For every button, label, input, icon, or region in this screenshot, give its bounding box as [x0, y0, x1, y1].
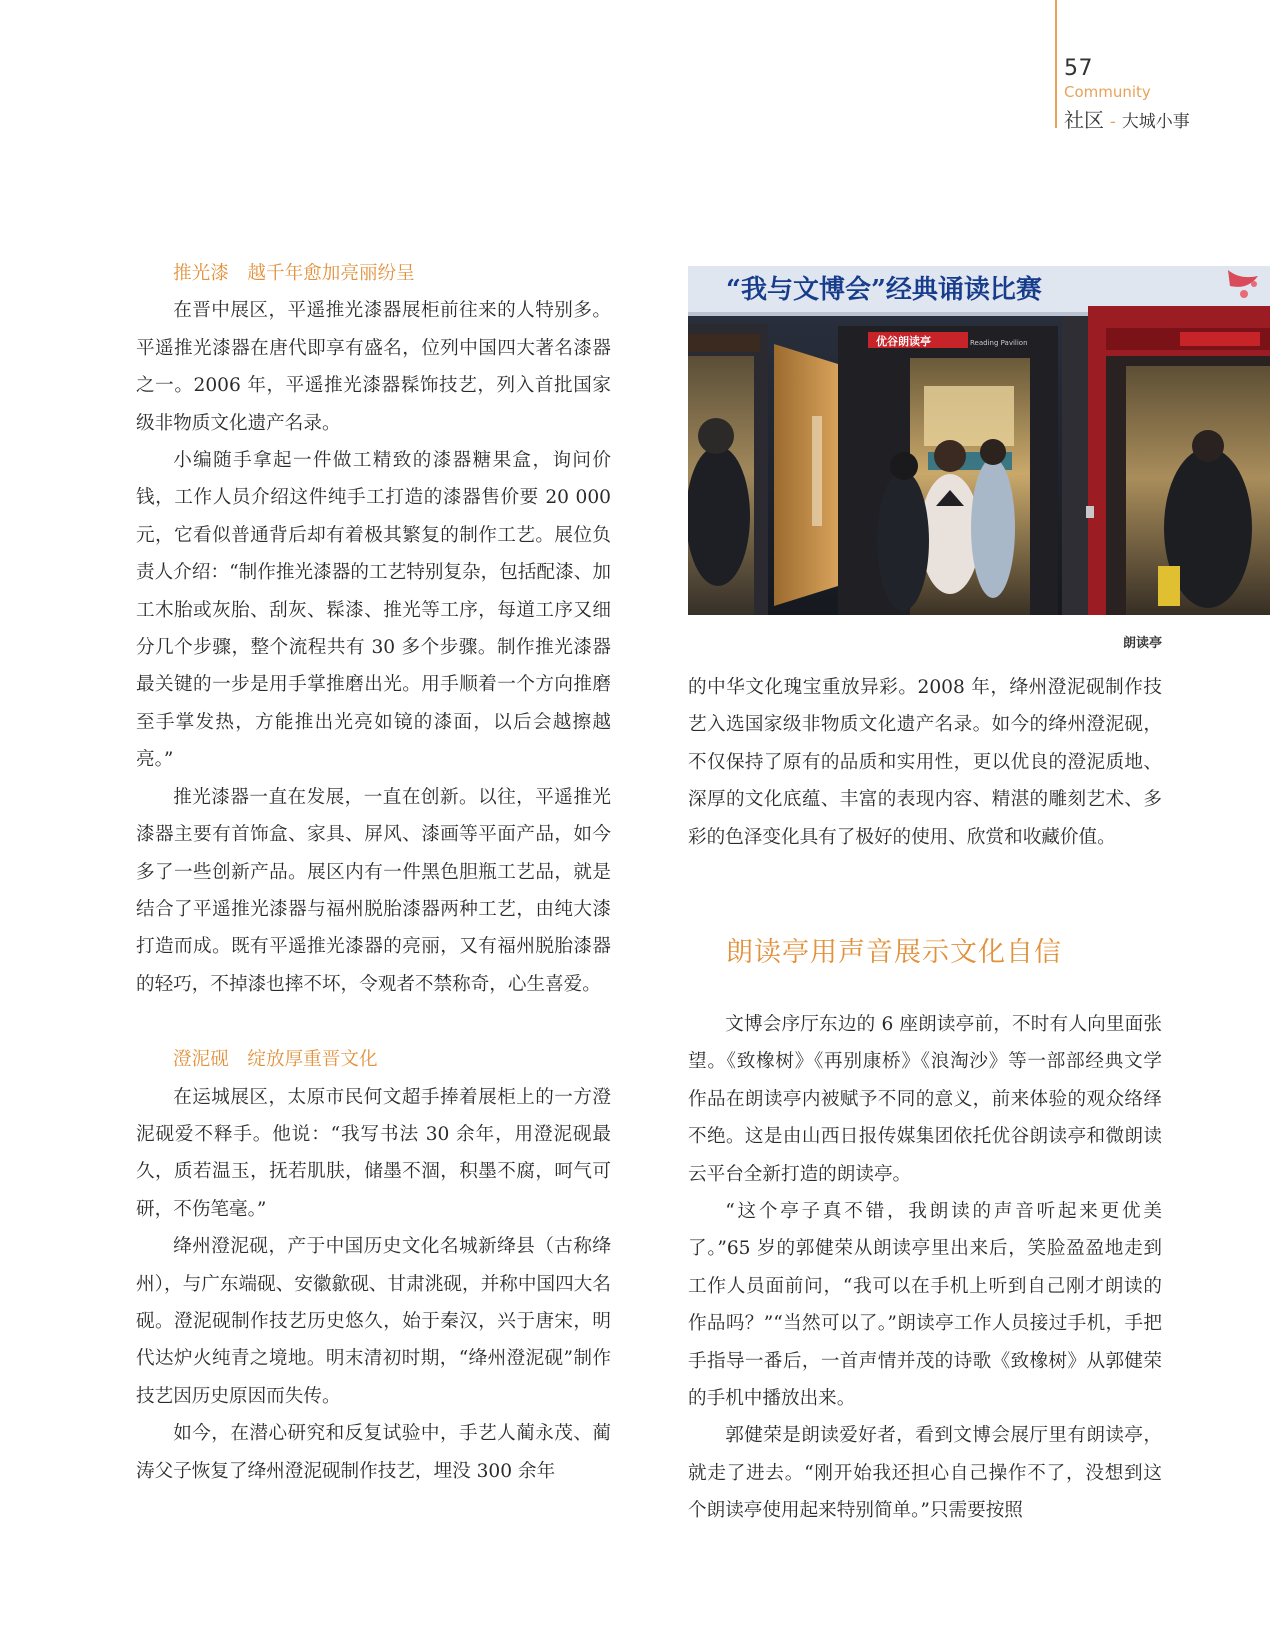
page-number: 57	[1064, 56, 1093, 81]
section-title-reading-booth: 朗读亭用声音展示文化自信	[726, 937, 1062, 968]
subsection-name: 大城小事	[1121, 112, 1190, 132]
header-rule	[1055, 0, 1057, 128]
left-column	[136, 255, 611, 1490]
paragraph: 郭健荣是朗读爱好者，看到文博会展厅里有朗读亭，就走了进去。“刚开始我还担心自己操作不了，没想到这个朗读亭使用起来特别简单。”只需要按照	[688, 1425, 1162, 1522]
paragraph: 绛州澄泥砚，产于中国历史文化名城新绛县（古称绛州），与广东端砚、安徽歙砚、甘肃洮砚，并称中国四大名砚。澄泥砚制作技艺历史悠久，始于秦汉，兴于唐宋，明代达炉火纯青之境地。明末清初时期，“绛州澄泥砚”制作技艺因历史原因而失传。	[136, 1236, 611, 1407]
paragraph: 在晋中展区，平遥推光漆器展柜前往来的人特别多。平遥推光漆器在唐代即享有盛名，位列中国四大著名漆器之一。2006 年，平遥推光漆器髹饰技艺，列入首批国家级非物质文化遗产名录。	[136, 300, 611, 434]
section-dash: -	[1110, 112, 1116, 131]
paragraph: 如今，在潜心研究和反复试验中，手艺人蔺永茂、蔺涛父子恢复了绛州澄泥砚制作技艺，埋没 300 余年	[136, 1423, 611, 1482]
paragraph: 文博会序厅东边的 6 座朗读亭前，不时有人向里面张望。《致橡树》《再别康桥》《浪淘沙》等一部部经典文学作品在朗读亭内被赋予不同的意义，前来体验的观众络绎不绝。这是由山西日报传媒集团依托优谷朗读亭和微朗读云平台全新打造的朗读亭。	[688, 1014, 1162, 1185]
booth-sign-en: Reading Pavilion	[970, 339, 1028, 347]
section-gap	[136, 1003, 611, 1041]
banner-text: “我与文博会”经典诵读比赛	[726, 275, 1042, 305]
booth-sign: 优谷朗读亭	[876, 335, 931, 348]
section-heading-inkstone: 澄泥砚 绽放厚重晋文化	[173, 1049, 378, 1071]
photo-caption: 朗读亭	[1122, 636, 1162, 651]
section-heading-lacquer: 推光漆 越千年愈加亮丽纷呈	[173, 263, 415, 284]
paragraph: 推光漆器一直在发展，一直在创新。以往，平遥推光漆器主要有首饰盒、家具、屏风、漆画等平面产品，如今多了一些创新产品。展区内有一件黑色胆瓶工艺品，就是结合了平遥推光漆器与福州脱胎漆器两种工艺，由纯大漆打造而成。既有平遥推光漆器的亮丽，又有福州脱胎漆器的轻巧，不掉漆也摔不坏，令观者不禁称奇，心生喜爱。	[136, 786, 611, 995]
section-name: 社区	[1064, 108, 1104, 132]
right-column-continuation	[688, 669, 1162, 856]
section-label-en: Community	[1064, 83, 1151, 101]
paragraph: 在运城展区，太原市民何文超手捧着展柜上的一方澄泥砚爱不释手。他说：“我写书法 30 余年，用澄泥砚最久，质若温玉，抚若肌肤，储墨不涸，积墨不腐，呵气可研，不伤笔毫。”	[136, 1086, 611, 1220]
paragraph: 的中华文化瑰宝重放异彩。2008 年，绛州澄泥砚制作技艺入选国家级非物质文化遗产名录。如今的绛州澄泥砚，不仅保持了原有的品质和实用性，更以优良的澄泥质地、深厚的文化底蕴、丰富的表现内容、精湛的雕刻艺术、多彩的色泽变化具有了极好的使用、欣赏和收藏价值。	[688, 677, 1162, 848]
paragraph: 小编随手拿起一件做工精致的漆器糖果盒，询问价钱，工作人员介绍这件纯手工打造的漆器售价要 20 000 元，它看似普通背后却有着极其繁复的制作工艺。展位负责人介绍：“制作推光漆器的工艺特别复杂，包括配漆、加工木胎或灰胎、刮灰、髹漆、推光等工序，每道工序又细分几个步骤，整个流程共有 30 多个步骤。制作推光漆器最关键的一步是用手掌推磨出光。用手顺着一个方向推磨至手掌发热，方能推出光亮如镜的漆面，以后会越擦越亮。”	[136, 450, 611, 771]
right-column-reading-booth	[688, 1006, 1162, 1530]
section-label-cn	[1064, 104, 1190, 133]
reading-booth-photo	[688, 266, 1270, 615]
paragraph: “这个亭子真不错，我朗读的声音听起来更优美了。”65 岁的郭健荣从朗读亭里出来后，笑脸盈盈地走到工作人员面前问，“我可以在手机上听到自己刚才朗读的作品吗？”“当然可以了。”朗读亭工作人员接过手机，手把手指导一番后，一首声情并茂的诗歌《致橡树》从郭健荣的手机中播放出来。	[688, 1201, 1162, 1410]
